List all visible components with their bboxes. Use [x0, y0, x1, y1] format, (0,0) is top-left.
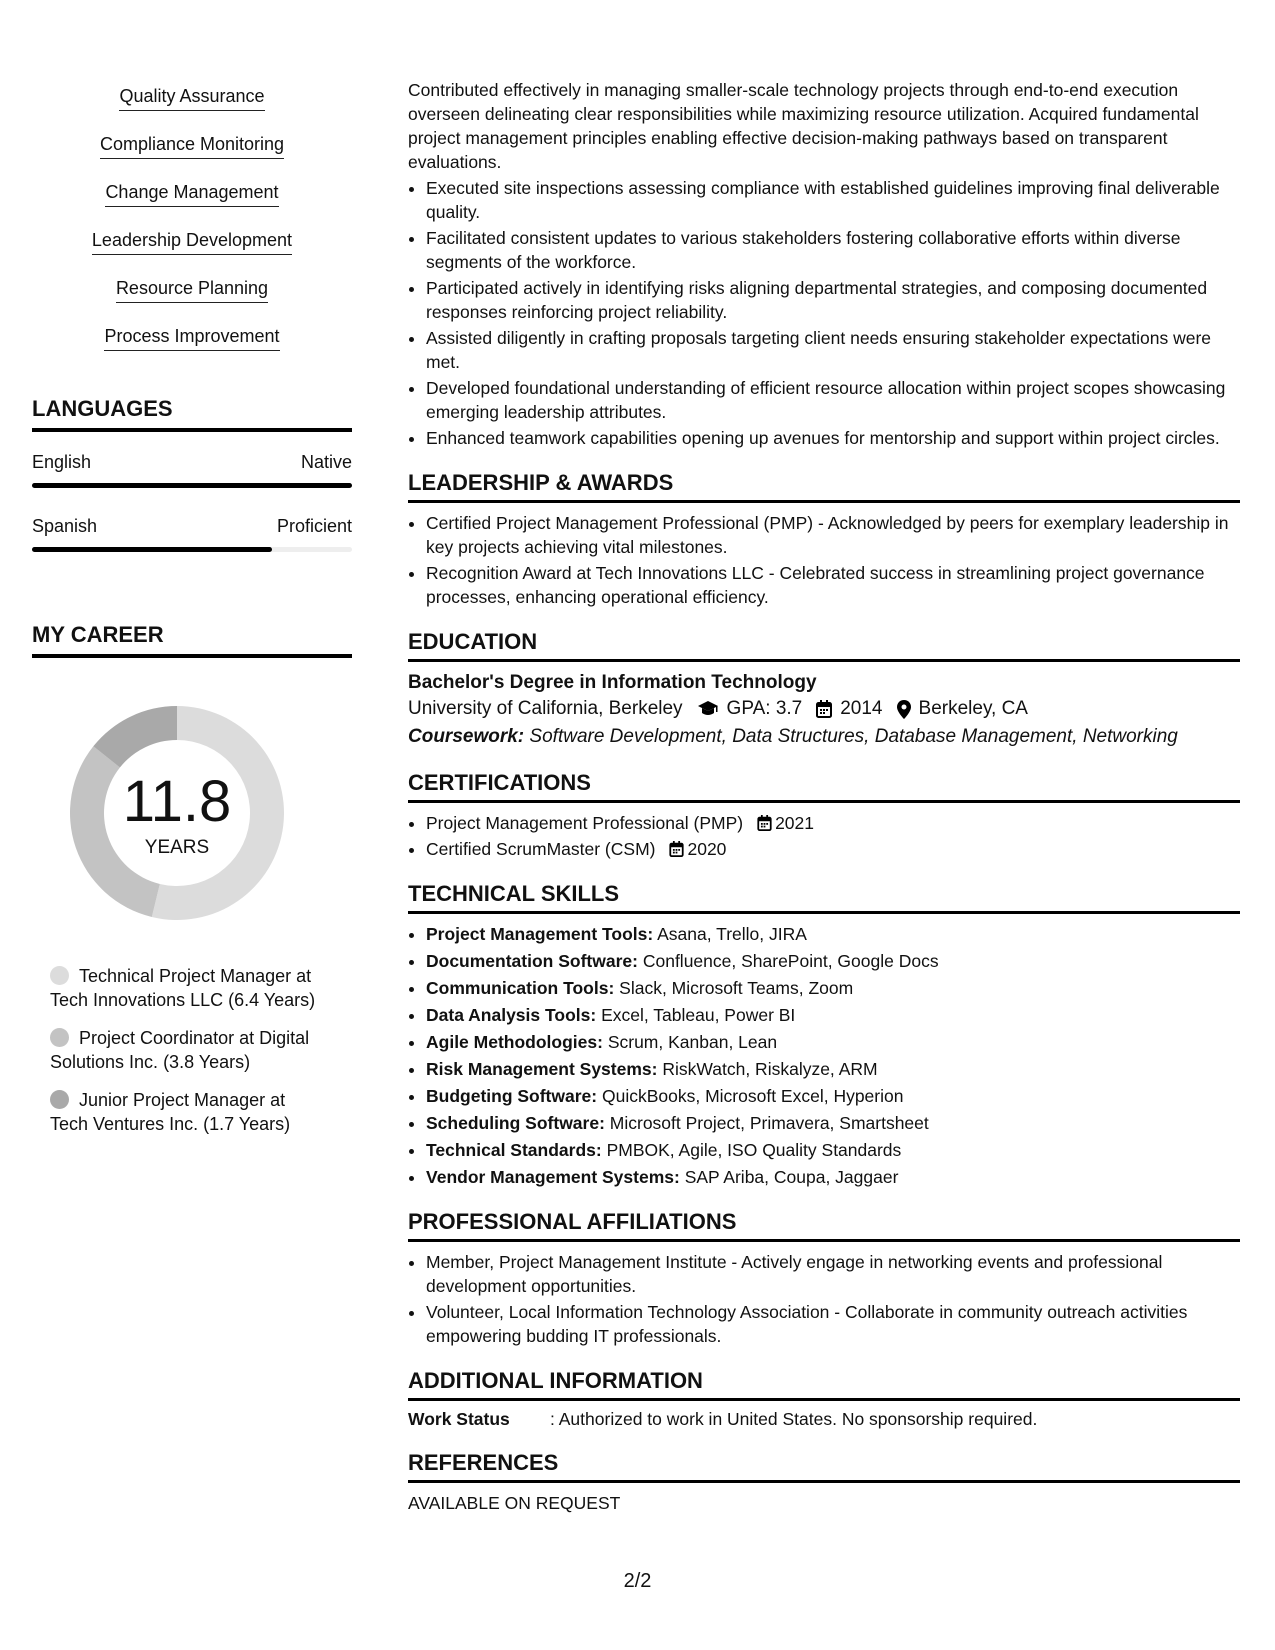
calendar-icon: [757, 815, 772, 831]
map-pin-icon: [897, 700, 911, 719]
legend-dot-icon: [50, 1028, 69, 1047]
graduation-cap-icon: [697, 700, 719, 718]
section-title: CERTIFICATIONS: [408, 770, 1240, 803]
graduation-year: 2014: [840, 698, 883, 719]
language-item: [32, 516, 352, 552]
skill-label: Data Analysis Tools:: [426, 1005, 597, 1025]
experience-bullets: [408, 176, 1240, 450]
skill-label: Project Management Tools:: [426, 924, 654, 944]
skill-value: QuickBooks, Microsoft Excel, Hyperion: [601, 1086, 904, 1106]
section-title: PROFESSIONAL AFFILIATIONS: [408, 1209, 1240, 1242]
education-details: [408, 698, 1240, 720]
technical-skills-section: [408, 881, 1240, 1189]
list-item: • Executed site inspections assessing compliance with established guidelines improving final deliverable quality.: [426, 176, 1240, 224]
coursework: [408, 726, 1240, 748]
section-title: LEADERSHIP & AWARDS: [408, 470, 1240, 503]
legend-item: [50, 1026, 325, 1074]
list-item: [426, 1003, 1240, 1027]
skill-tag: Compliance Monitoring: [100, 134, 284, 159]
career-donut-chart: [62, 698, 292, 928]
education-location: Berkeley, CA: [918, 698, 1028, 719]
language-bar: [32, 547, 352, 552]
skill-tag: Resource Planning: [116, 278, 268, 303]
skill-label: Vendor Management Systems:: [426, 1167, 680, 1187]
certifications-section: [408, 770, 1240, 861]
list-item: • Developed foundational understanding of efficient resource allocation within project scopes showcasing emerging leadership attributes.: [426, 376, 1240, 424]
legend-label: Project Coordinator at Digital Solutions Inc. (3.8 Years): [50, 1028, 310, 1072]
list-item: • Facilitated consistent updates to various stakeholders fostering collaborative efforts within diverse segments of the workforce.: [426, 226, 1240, 274]
references-section: [408, 1450, 1240, 1514]
skill-value: Slack, Microsoft Teams, Zoom: [619, 978, 854, 998]
list-item: [426, 1030, 1240, 1054]
career-total: 11.8: [122, 769, 232, 834]
section-title: REFERENCES: [408, 1450, 1240, 1483]
list-item: • Participated actively in identifying risks aligning departmental strategies, and composing documented responses reinforcing project reliability.: [426, 276, 1240, 324]
skill-tag: Change Management: [105, 182, 278, 207]
skill-value: PMBOK, Agile, ISO Quality Standards: [606, 1140, 902, 1160]
legend-label: Junior Project Manager at Tech Ventures Inc. (1.7 Years): [50, 1090, 291, 1134]
skill-label: Communication Tools:: [426, 978, 615, 998]
main-content: [408, 78, 1240, 1514]
cert-year: 2020: [687, 839, 727, 859]
legend-dot-icon: [50, 1090, 69, 1109]
skill-value: Scrum, Kanban, Lean: [607, 1032, 778, 1052]
skill-tag: Process Improvement: [104, 326, 279, 351]
list-item: [426, 811, 1240, 835]
language-name: Spanish: [32, 516, 98, 536]
references-text: AVAILABLE ON REQUEST: [408, 1493, 621, 1513]
skill-label: Scheduling Software:: [426, 1113, 605, 1133]
career-heading: MY CAREER: [32, 622, 352, 658]
leadership-section: [408, 470, 1240, 609]
education-section: [408, 629, 1240, 748]
school-name: University of California, Berkeley: [408, 698, 683, 719]
experience-summary: Contributed effectively in managing smaller-scale technology projects through end-to-end execution overseen delineating clear responsibilities while maximizing resource utilization. Acquired fundamental project management principles enabling effective decision-making pathways based on transparent evaluations.: [408, 80, 1199, 172]
page-number: 2/2: [623, 1570, 652, 1592]
skill-value: RiskWatch, Riskalyze, ARM: [662, 1059, 878, 1079]
languages-heading: LANGUAGES: [32, 396, 352, 432]
skill-tag: Leadership Development: [92, 230, 292, 255]
skill-value: Asana, Trello, JIRA: [657, 924, 807, 944]
skill-label: Risk Management Systems:: [426, 1059, 658, 1079]
career-legend: [50, 964, 325, 1136]
legend-item: [50, 964, 325, 1012]
skill-label: Documentation Software:: [426, 951, 638, 971]
skill-value: Excel, Tableau, Power BI: [601, 1005, 796, 1025]
work-status-value: : Authorized to work in United States. No sponsorship required.: [550, 1409, 1038, 1429]
skill-value: Confluence, SharePoint, Google Docs: [642, 951, 939, 971]
skill-label: Technical Standards:: [426, 1140, 602, 1160]
work-status-label: Work Status: [408, 1409, 510, 1429]
list-item: [426, 837, 1240, 861]
list-item: [426, 1165, 1240, 1189]
language-bar: [32, 483, 352, 488]
additional-info-section: [408, 1368, 1240, 1430]
list-item: [426, 949, 1240, 973]
list-item: [426, 976, 1240, 1000]
list-item: • Volunteer, Local Information Technology Association - Collaborate in community outreach activities empowering budding IT professionals.: [426, 1300, 1240, 1348]
sidebar: [32, 78, 352, 1150]
language-level: Native: [300, 452, 352, 472]
degree-title: Bachelor's Degree in Information Technology: [408, 672, 817, 693]
list-item: • Recognition Award at Tech Innovations LLC - Celebrated success in streamlining project governance processes, enhancing operational efficiency.: [426, 561, 1240, 609]
skill-tag: Quality Assurance: [119, 86, 264, 111]
legend-item: [50, 1088, 325, 1136]
list-item: • Assisted diligently in crafting proposals targeting client needs ensuring stakeholder expectations were met.: [426, 326, 1240, 374]
skills-list: [32, 78, 352, 366]
list-item: [426, 1084, 1240, 1108]
skill-value: Microsoft Project, Primavera, Smartsheet: [609, 1113, 929, 1133]
list-item: [426, 1138, 1240, 1162]
skill-value: SAP Ariba, Coupa, Jaggaer: [684, 1167, 899, 1187]
cert-year: 2021: [775, 813, 815, 833]
work-status-row: [408, 1409, 1240, 1430]
section-title: ADDITIONAL INFORMATION: [408, 1368, 1240, 1401]
affiliations-section: [408, 1209, 1240, 1348]
section-title: EDUCATION: [408, 629, 1240, 662]
list-item: • Enhanced teamwork capabilities opening up avenues for mentorship and support within project circles.: [426, 426, 1240, 450]
cert-name: Certified ScrumMaster (CSM): [426, 839, 656, 859]
list-item: • Member, Project Management Institute - Actively engage in networking events and professional development opportunities.: [426, 1250, 1240, 1298]
list-item: • Certified Project Management Professional (PMP) - Acknowledged by peers for exemplary leadership in key projects achieving vital milestones.: [426, 511, 1240, 559]
career-unit: YEARS: [144, 837, 210, 858]
skill-label: Budgeting Software:: [426, 1086, 598, 1106]
section-title: TECHNICAL SKILLS: [408, 881, 1240, 914]
language-name: English: [32, 452, 92, 472]
list-item: [426, 1057, 1240, 1081]
coursework-label: Coursework:: [408, 726, 525, 747]
legend-label: Technical Project Manager at Tech Innovations LLC (6.4 Years): [50, 966, 316, 1010]
calendar-icon: [816, 700, 832, 718]
skill-label: Agile Methodologies:: [426, 1032, 603, 1052]
gpa: GPA: 3.7: [726, 698, 803, 719]
language-level: Proficient: [276, 516, 352, 536]
list-item: [426, 922, 1240, 946]
coursework-list: Software Development, Data Structures, Database Management, Networking: [529, 726, 1178, 747]
legend-dot-icon: [50, 966, 69, 985]
language-bar-fill: [32, 483, 352, 488]
calendar-icon: [669, 841, 684, 857]
language-item: [32, 452, 352, 488]
language-bar-fill: [32, 547, 272, 552]
cert-name: Project Management Professional (PMP): [426, 813, 744, 833]
list-item: [426, 1111, 1240, 1135]
